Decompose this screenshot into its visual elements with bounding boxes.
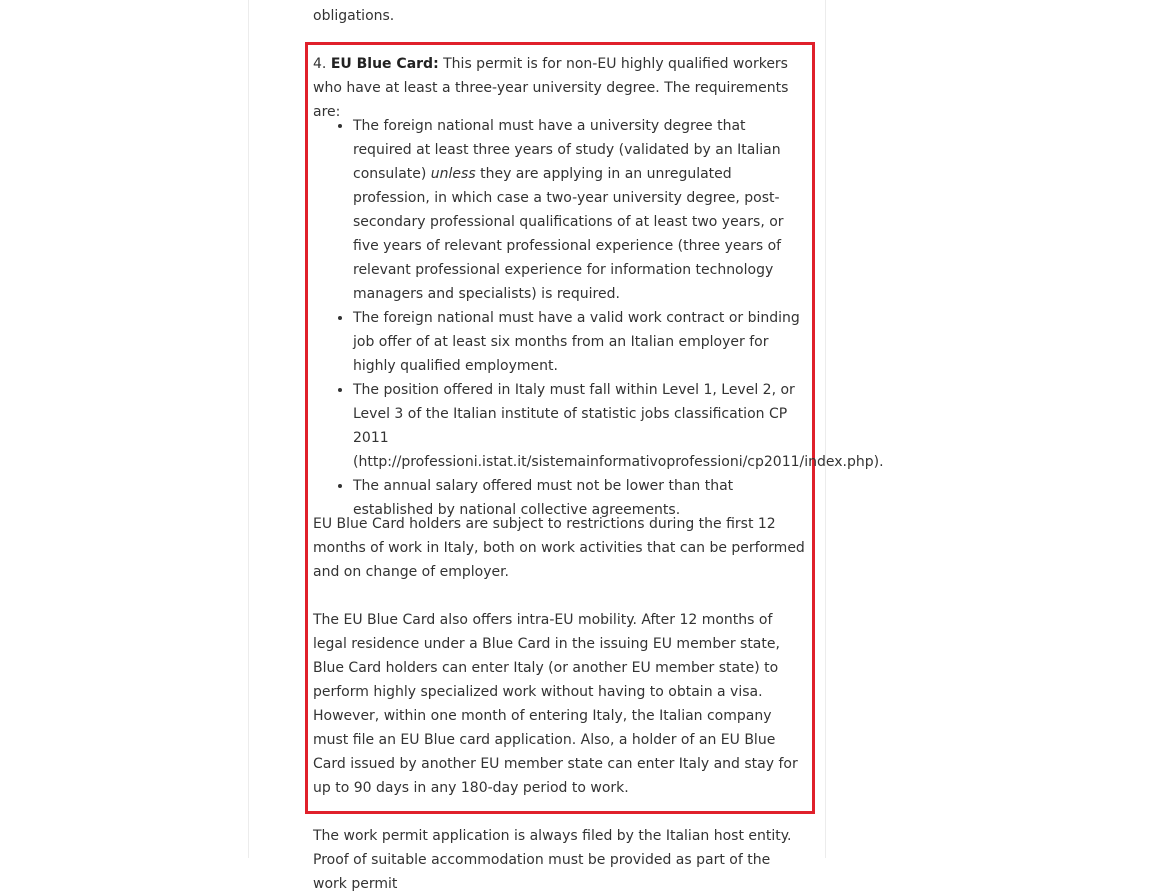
requirements-list xyxy=(313,114,884,522)
item-number: 4. xyxy=(313,56,327,72)
next-paragraph-start: The work permit application is always filed by the Italian host entity. Proof of suitable accommodation must be provided as part of the work permit xyxy=(313,828,792,892)
mobility-paragraph: The EU Blue Card also offers intra-EU mobility. After 12 months of legal residence under a Blue Card in the issuing EU member state, Blue Card holders can enter Italy (or another EU member state) to perform highly specialized work without having to obtain a visa. However, within one month of entering Italy, the Italian company must file an EU Blue card application. Also, a holder of an EU Blue Card issued by another EU member state can enter Italy and stay for up to 90 days in any 180-day period to work. xyxy=(313,612,798,796)
restrictions-paragraph: EU Blue Card holders are subject to restrictions during the first 12 months of work in Italy, both on work activities that can be performed and on change of employer. xyxy=(313,516,805,580)
requirement-text: The foreign national must have a university degree that required at least three years of study (validated by an Italian consulate) xyxy=(353,118,781,182)
blue-card-intro-text: This permit is for non-EU highly qualified workers who have at least a three-year university degree. The requirements are: xyxy=(313,56,789,120)
blue-card-title: EU Blue Card: xyxy=(330,56,439,72)
requirement-item: • The position offered in Italy must fall within Level 1, Level 2, or Level 3 of the Italian institute of statistic jobs classification CP 2011 (http://professioni.istat.it/sistemainformativoprofessioni/cp2011/index.php). xyxy=(353,378,807,474)
requirement-emphasis: unless xyxy=(430,166,476,182)
previous-paragraph-end: obligations. xyxy=(313,8,395,24)
requirement-text-continued: they are applying in an unregulated profession, in which case a two-year university degree, post-secondary professional qualifications of at least two years, or five years of relevant professional experience (three years of relevant professional experience for information technology managers and specialists) is required. xyxy=(353,166,784,302)
requirement-item: • The foreign national must have a valid work contract or binding job offer of at least six months from an Italian employer for highly qualified employment. xyxy=(353,306,807,378)
requirement-item xyxy=(353,114,807,306)
requirement-item: • The annual salary offered must not be lower than that established by national collective agreements. xyxy=(353,474,807,522)
